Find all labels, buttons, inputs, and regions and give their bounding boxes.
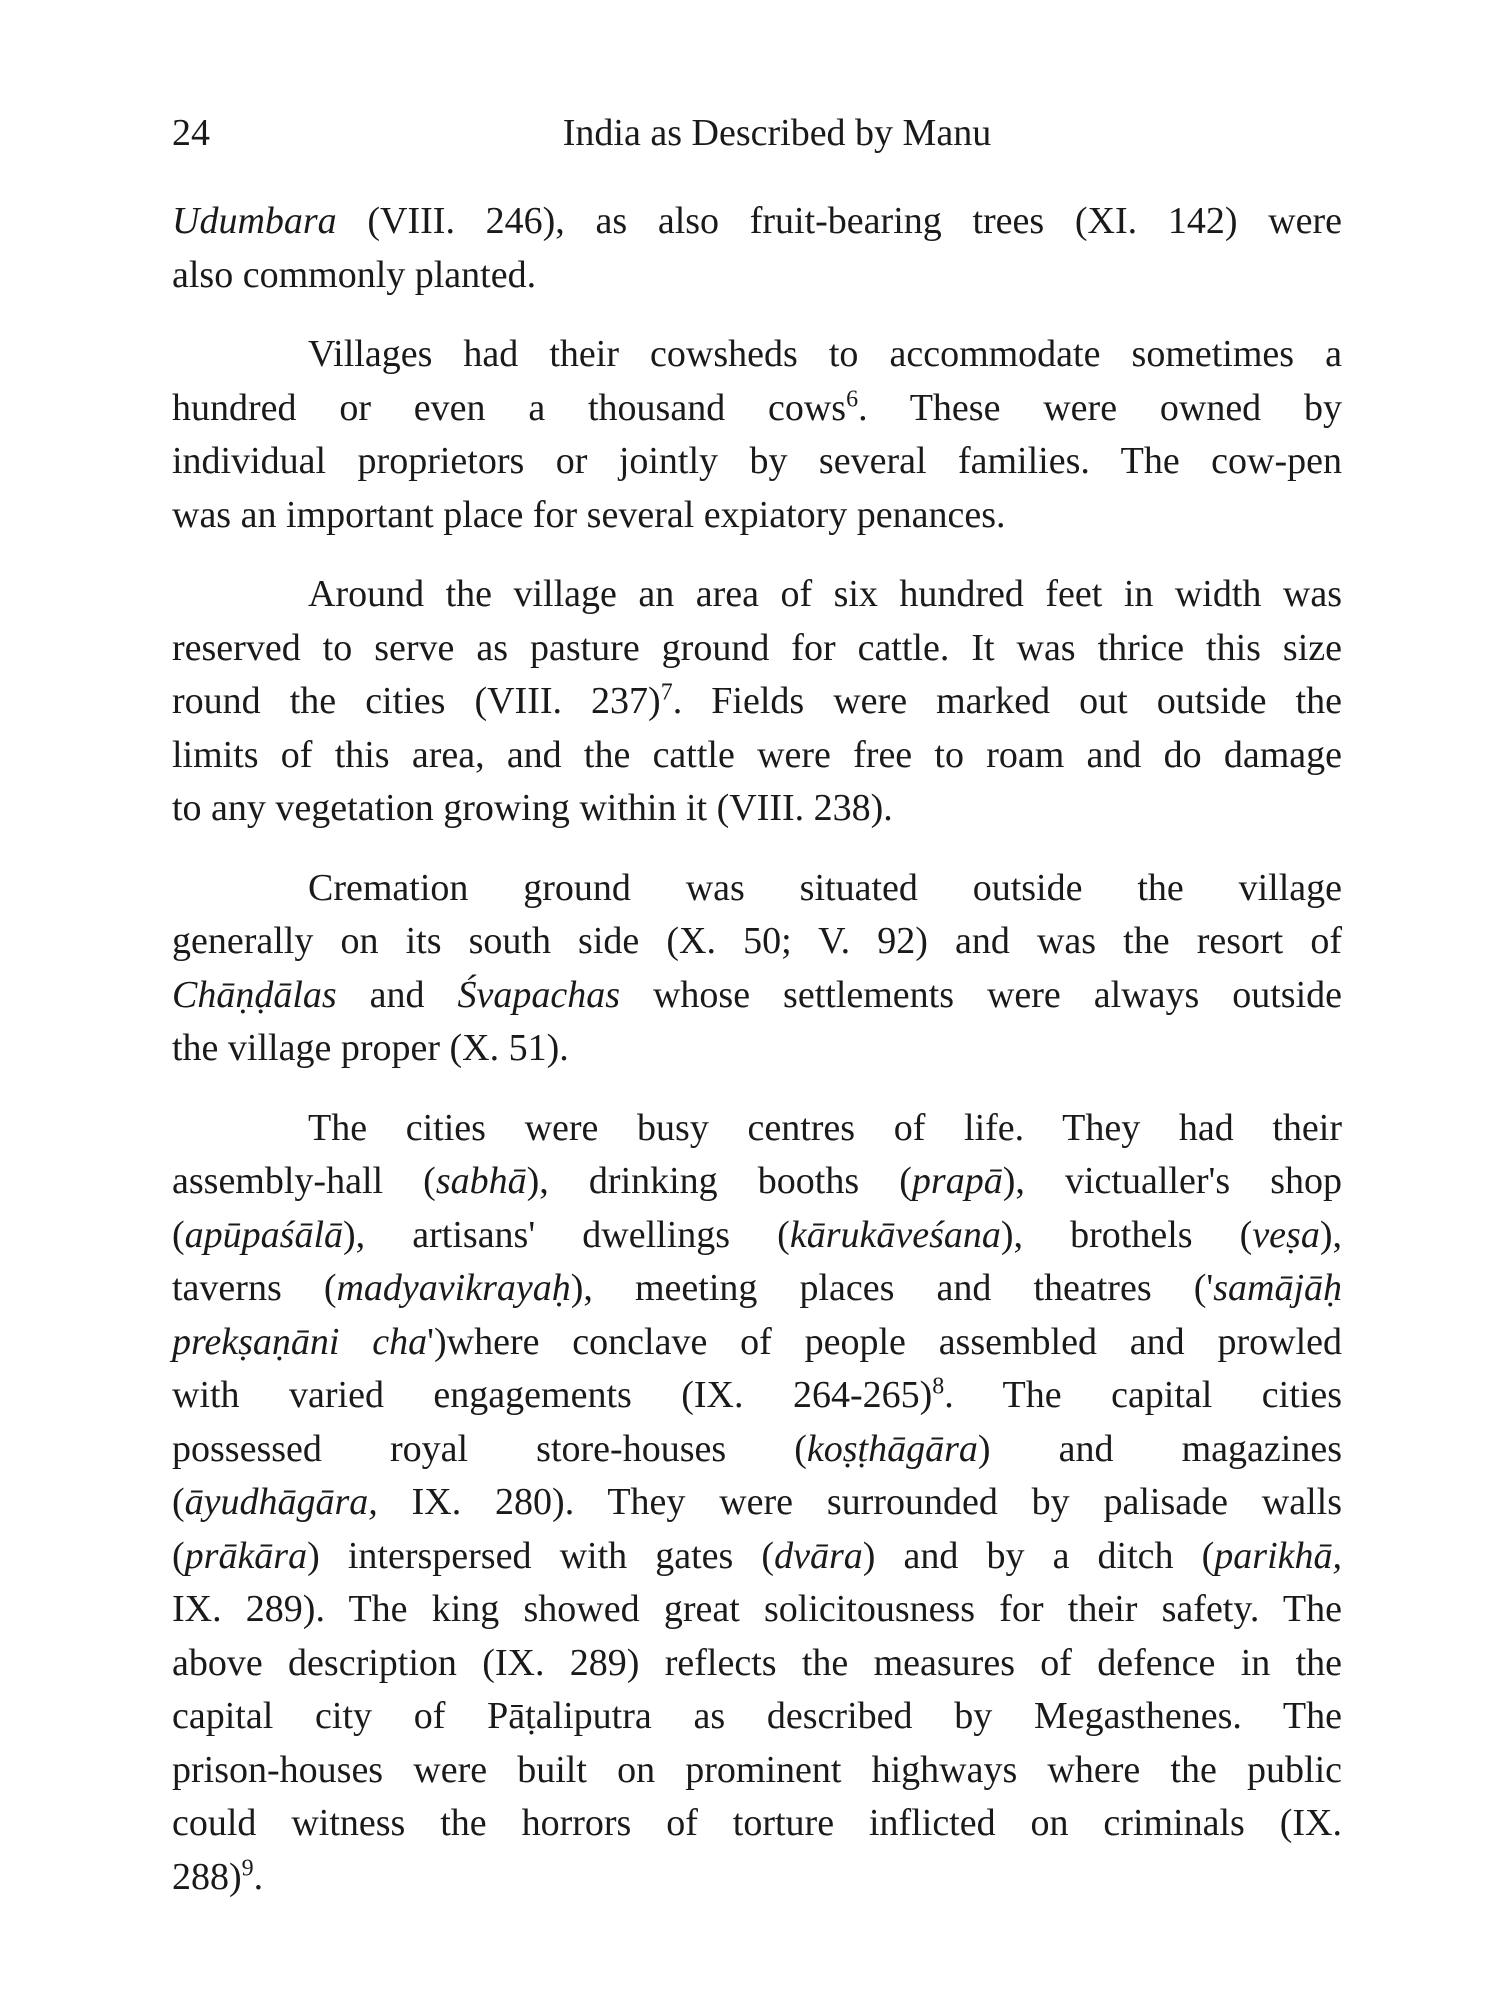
italic-term: veṣa (1252, 1213, 1320, 1256)
text-line: generally on its south side (X. 50; V. 92) and was the resort of (172, 920, 1342, 962)
italic-term: prapā (911, 1160, 1003, 1202)
text-line: was an important place for several expiatory penances. (172, 493, 1006, 536)
italic-term: parikhā, (1214, 1534, 1342, 1577)
italic-term: koṣṭhāgāra (806, 1427, 978, 1470)
footnote-ref: 9 (241, 1854, 254, 1881)
footnote-ref: 6 (846, 385, 859, 412)
italic-term: sabhā (435, 1160, 527, 1202)
text-line: also commonly planted. (172, 253, 537, 296)
italic-term: samājāḥ (1213, 1267, 1343, 1309)
text-line: (apūpaśālā), artisans' dwellings (kārukāveśana), brothels (veṣa), (172, 1213, 1342, 1256)
paragraph-villages (172, 328, 1342, 542)
italic-term: kārukāveśana (789, 1213, 1001, 1256)
text-line: Villages had their cowsheds to accommodate sometimes a (308, 333, 1342, 375)
paragraph-cremation (172, 862, 1342, 1076)
text-line: IX. 289). The king showed great solicitousness for their safety. The (172, 1588, 1342, 1630)
text-line: above description (IX. 289) reflects the measures of defence in the (172, 1641, 1342, 1684)
text-line: taverns (madyavikrayaḥ), meeting places and theatres ('samājāḥ (172, 1267, 1343, 1309)
italic-term: āyudhāgāra, (184, 1481, 378, 1523)
italic-term: madyavikrayaḥ (336, 1267, 571, 1309)
italic-term: prekṣaṇāni cha (172, 1320, 428, 1363)
text-line: individual proprietors or jointly by several families. The cow-pen (172, 440, 1342, 482)
text-line: with varied engagements (IX. 264-265)$^8$. The capital cities (172, 1373, 1342, 1416)
text-line: Cremation ground was situated outside the village (308, 866, 1342, 909)
italic-term: Udumbara (172, 200, 337, 242)
text-line: Chāṇḍālas and Śvapachas whose settlements were always outside (172, 973, 1342, 1016)
footnote-ref: 7 (660, 679, 673, 706)
text-line: round the cities (VIII. 237)$^7$. Fields were marked out outside the (172, 679, 1342, 722)
text-line: 288)$^9$. (172, 1854, 264, 1898)
italic-term: prākāra (184, 1534, 308, 1577)
text-line: prekṣaṇāni cha')where conclave of people assembled and prowled (172, 1320, 1342, 1363)
text-line: reserved to serve as pasture ground for cattle. It was thrice this size (172, 626, 1342, 669)
text-line: assembly-hall (sabhā), drinking booths (prapā), victualler's shop (172, 1160, 1343, 1202)
paragraph-udumbara (172, 195, 1342, 302)
paragraph-pasture (172, 568, 1342, 836)
text-line: capital city of Pāṭaliputra as described by Megasthenes. The (172, 1695, 1342, 1737)
text-line: the village proper (X. 51). (172, 1027, 569, 1069)
italic-term: dvāra (774, 1534, 863, 1577)
page-header (172, 108, 1342, 158)
body-text (172, 195, 1342, 1930)
footnote-ref: 8 (932, 1373, 945, 1400)
paragraph-cities (172, 1102, 1342, 1905)
text-line: Udumbara (VIII. 246), as also fruit-bearing trees (XI. 142) were (172, 200, 1342, 242)
text-line: hundred or even a thousand cows$^6$. These were owned by (172, 385, 1342, 429)
text-line: (āyudhāgāra, IX. 280). They were surrounded by palisade walls (172, 1481, 1342, 1523)
italic-term: apūpaśālā (184, 1213, 344, 1256)
italic-term: Śvapachas (457, 973, 621, 1016)
page-number: 24 (172, 112, 210, 154)
text-line: possessed royal store-houses (koṣṭhāgāra) and magazines (172, 1427, 1342, 1470)
running-title: India as Described by Manu (562, 112, 992, 154)
text-line: to any vegetation growing within it (VIII. 238). (172, 787, 893, 829)
text-line: prison-houses were built on prominent highways where the public (172, 1748, 1342, 1791)
text-line: limits of this area, and the cattle were free to roam and do damage (172, 733, 1342, 776)
text-line: Around the village an area of six hundred feet in width was (308, 573, 1342, 615)
text-line: (prākāra) interspersed with gates (dvāra) and by a ditch (parikhā, (172, 1534, 1342, 1577)
text-line: The cities were busy centres of life. They had their (308, 1106, 1342, 1149)
text-line: could witness the horrors of torture inflicted on criminals (IX. (172, 1802, 1342, 1844)
italic-term: Chāṇḍālas (172, 973, 337, 1016)
